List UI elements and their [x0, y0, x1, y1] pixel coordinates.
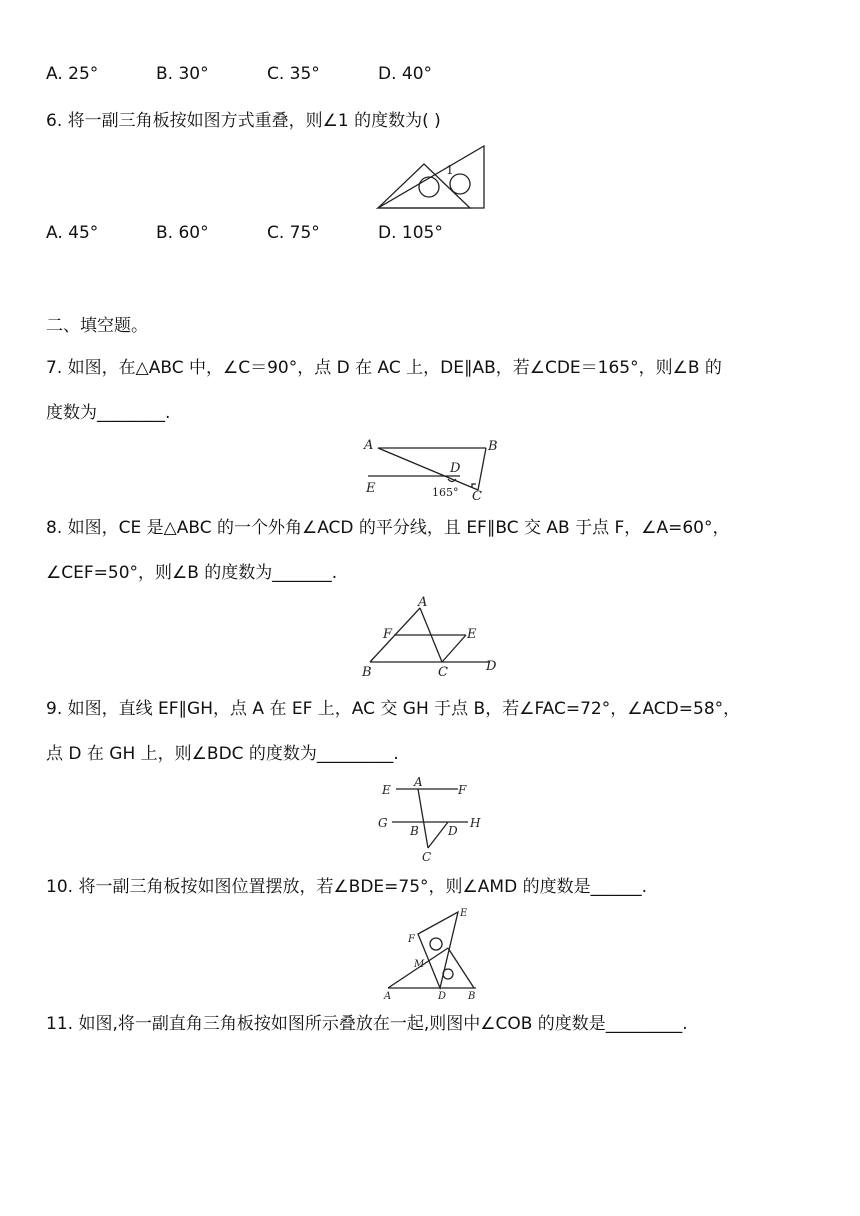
q5-option-a: A. 25°	[46, 64, 99, 84]
q10-line-b	[448, 948, 474, 988]
q6-option-b: B. 60°	[156, 223, 209, 243]
q10-line-1: 10. 将一副三角板按如图位置摆放，若∠BDE=75°，则∠AMD 的度数是______.	[46, 877, 647, 897]
q10-hole-1	[430, 938, 442, 950]
q8-label-e: E	[467, 627, 477, 642]
q8-label-a: A	[418, 595, 428, 610]
q9-line-ac	[418, 789, 428, 848]
q10-label-a: A	[384, 991, 392, 1000]
q6-hole-1	[419, 177, 439, 197]
q8-line-2: ∠CEF=50°，则∠B 的度数为_______.	[46, 563, 338, 583]
q9-label-h: H	[470, 816, 481, 830]
q7-figure	[360, 434, 510, 504]
q7-line-ac	[378, 448, 478, 490]
q9-label-b: B	[410, 824, 419, 838]
q10-figure	[378, 904, 488, 1000]
q9-label-e: E	[382, 783, 391, 797]
q7-right-angle-mark	[472, 484, 476, 488]
q7-label-c: C	[472, 489, 482, 504]
q9-label-d: D	[448, 824, 458, 838]
q9-label-c: C	[422, 850, 432, 864]
q8-line-ce	[442, 635, 466, 662]
q7-label-a: A	[364, 438, 374, 453]
q9-line-2: 点 D 在 GH 上，则∠BDC 的度数为_________.	[46, 744, 399, 764]
q6-option-c: C. 75°	[267, 223, 320, 243]
q10-label-m: M	[414, 959, 425, 970]
q9-line-cd	[428, 822, 448, 848]
q10-label-d: D	[438, 991, 447, 1000]
q6-triangle-45	[378, 164, 470, 208]
q7-label-b: B	[488, 439, 498, 454]
q8-label-b: B	[362, 665, 372, 680]
q9-label-f: F	[458, 783, 467, 797]
q7-label-angle: 165°	[432, 486, 459, 499]
q9-figure	[372, 774, 492, 866]
q6-figure	[370, 140, 500, 212]
q7-label-d: D	[450, 461, 461, 476]
q8-figure	[358, 594, 508, 680]
q5-option-b: B. 30°	[156, 64, 209, 84]
q10-hole-2	[443, 969, 453, 979]
q8-label-d: D	[486, 659, 497, 674]
q10-label-f: F	[408, 934, 415, 945]
q6-option-a: A. 45°	[46, 223, 99, 243]
q8-label-f: F	[383, 627, 393, 642]
q9-line-1: 9. 如图，直线 EF∥GH，点 A 在 EF 上，AC 交 GH 于点 B，若∠FAC=72°，∠ACD=58°，	[46, 699, 741, 719]
q10-label-b: B	[468, 991, 476, 1000]
q8-line-1: 8. 如图，CE 是△ABC 的一个外角∠ACD 的平分线，且 EF∥BC 交 AB 于点 F，∠A=60°，	[46, 518, 730, 538]
q7-line-1: 7. 如图，在△ABC 中，∠C＝90°，点 D 在 AC 上，DE∥AB，若∠CDE＝165°，则∠B 的	[46, 358, 722, 378]
q5-option-d: D. 40°	[378, 64, 433, 84]
q5-options	[46, 62, 432, 86]
q5-option-c: C. 35°	[267, 64, 320, 84]
q6-options	[46, 221, 443, 245]
q6-angle-label: 1	[446, 163, 454, 177]
q10-label-e: E	[460, 908, 468, 919]
q6-hole-2	[450, 174, 470, 194]
q6-option-d: D. 105°	[378, 223, 443, 243]
q9-label-a: A	[414, 775, 423, 789]
q7-label-e: E	[366, 481, 376, 496]
q7-line-2: 度数为________.	[46, 403, 171, 423]
q6-question: 6. 将一副三角板按如图方式重叠，则∠1 的度数为( )	[46, 111, 441, 131]
q7-line-bc	[478, 448, 486, 490]
q11-line-1: 11. 如图,将一副直角三角板按如图所示叠放在一起,则图中∠COB 的度数是_________.	[46, 1014, 688, 1034]
q9-label-g: G	[378, 816, 388, 830]
section-title: 二、填空题。	[46, 316, 148, 336]
q8-label-c: C	[438, 665, 448, 680]
